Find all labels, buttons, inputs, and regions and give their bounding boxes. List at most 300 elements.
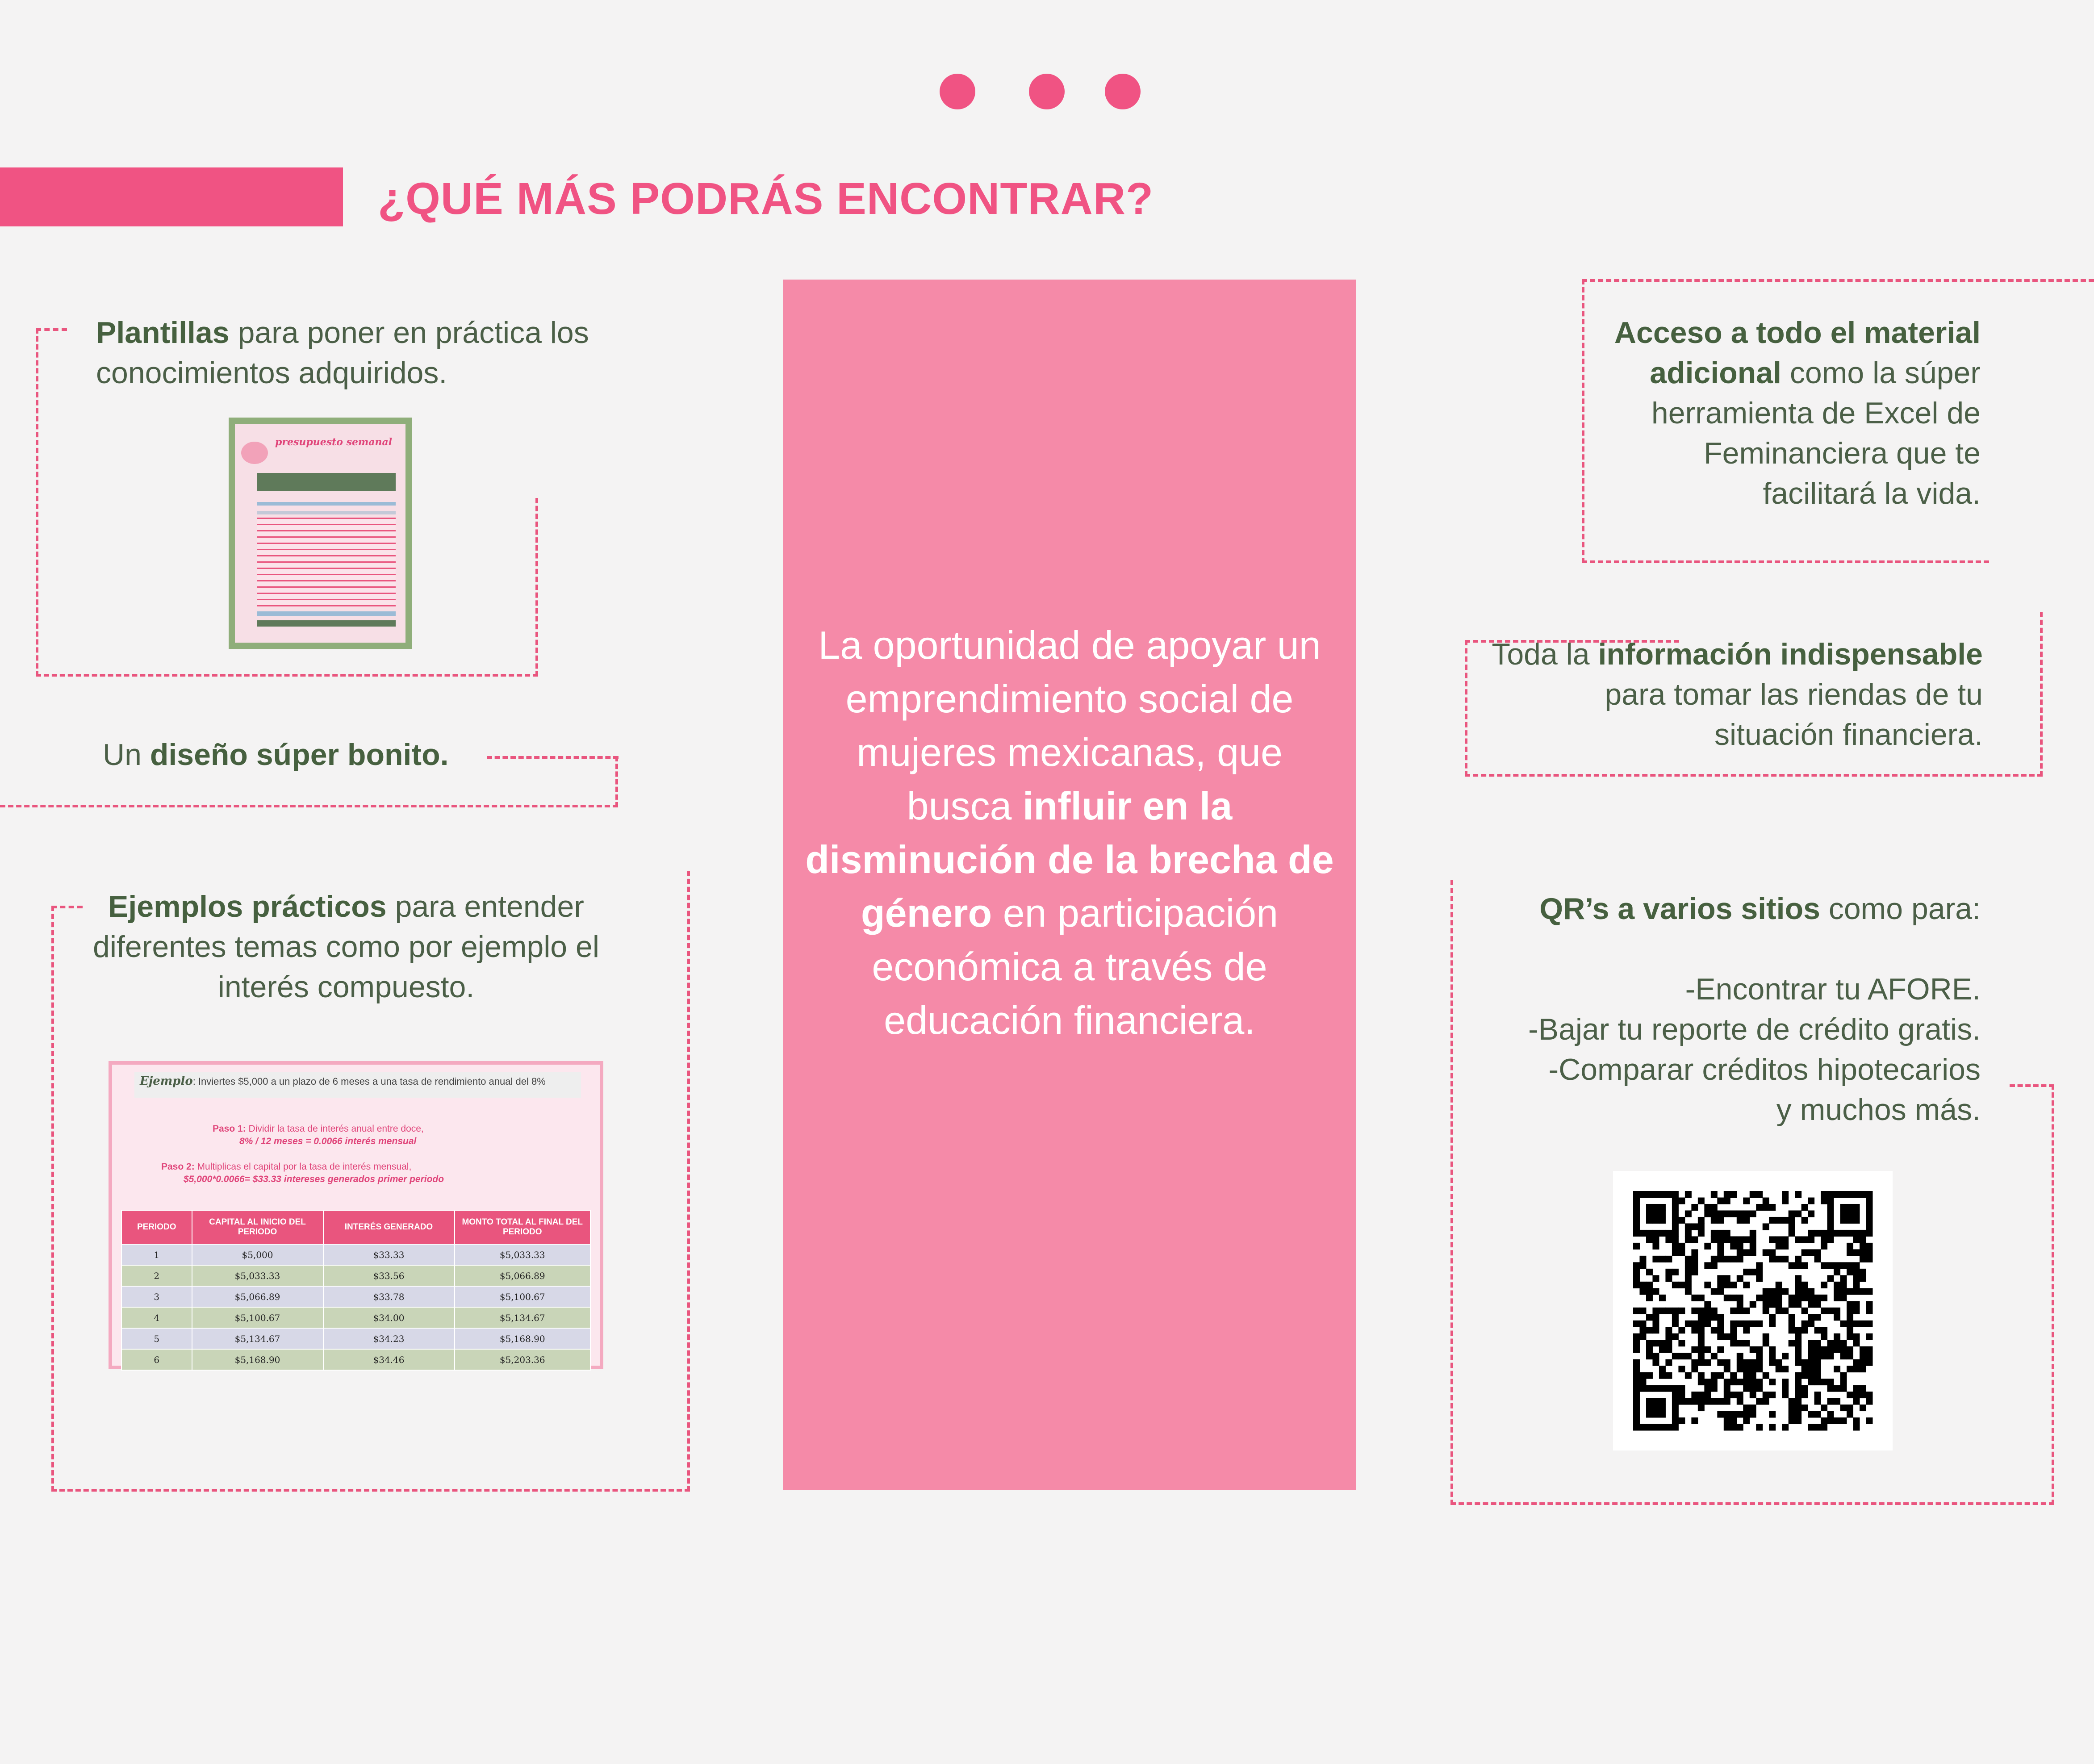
qr-module <box>1801 1327 1808 1333</box>
qrs-item-hipotecarios: -Comparar créditos hipotecarios <box>1548 1053 1981 1087</box>
qr-module <box>1776 1217 1782 1224</box>
table-cell: 6 <box>121 1349 192 1370</box>
qr-module <box>1711 1372 1718 1379</box>
qr-module <box>1769 1295 1776 1301</box>
qr-module <box>1782 1424 1789 1431</box>
qr-module <box>1847 1204 1853 1211</box>
qr-module <box>1743 1269 1750 1275</box>
qr-module <box>1847 1392 1853 1398</box>
qr-module <box>1808 1340 1814 1346</box>
qr-module <box>1698 1223 1705 1230</box>
qr-module <box>1795 1333 1801 1340</box>
qr-module <box>1698 1333 1705 1340</box>
qr-module <box>1866 1288 1873 1295</box>
qr-module <box>1659 1372 1666 1379</box>
qr-frame-bottom <box>1450 1502 2054 1505</box>
qr-module <box>1750 1385 1756 1392</box>
qr-module <box>1704 1392 1711 1398</box>
qr-module <box>1834 1314 1840 1321</box>
qr-module <box>1633 1275 1640 1282</box>
decor-dot-1 <box>940 74 975 109</box>
qr-module <box>1704 1314 1711 1321</box>
info-frame-bottom <box>1465 774 2043 777</box>
qr-module <box>1672 1321 1679 1327</box>
qr-module <box>1717 1282 1724 1288</box>
qr-module <box>1665 1275 1672 1282</box>
qr-module <box>1665 1256 1672 1262</box>
qr-module <box>1717 1249 1724 1256</box>
qr-module <box>1795 1411 1801 1418</box>
qr-module <box>1691 1204 1698 1211</box>
qr-module <box>1853 1385 1860 1392</box>
qr-module <box>1866 1249 1873 1256</box>
qr-module <box>1646 1398 1653 1405</box>
qr-module <box>1743 1366 1750 1372</box>
table-cell: $34.46 <box>323 1349 455 1370</box>
plantillas-text <box>96 313 610 393</box>
qr-module <box>1866 1243 1873 1250</box>
qr-module <box>1808 1372 1814 1379</box>
qr-module <box>1691 1223 1698 1230</box>
qr-module <box>1814 1340 1821 1346</box>
qr-module <box>1840 1417 1847 1424</box>
qr-module <box>1827 1230 1834 1237</box>
qr-module <box>1672 1398 1679 1405</box>
qr-module <box>1691 1269 1698 1275</box>
qr-module <box>1737 1411 1743 1418</box>
qr-module <box>1678 1398 1685 1405</box>
qr-module <box>1853 1282 1860 1288</box>
qr-module <box>1847 1191 1853 1198</box>
qr-module <box>1652 1275 1659 1282</box>
qr-module <box>1776 1295 1782 1301</box>
qr-module <box>1704 1204 1711 1211</box>
qr-module <box>1724 1417 1730 1424</box>
qr-module <box>1633 1243 1640 1250</box>
thumb-row <box>257 611 396 616</box>
qr-module <box>1853 1262 1860 1269</box>
qr-module <box>1724 1275 1730 1282</box>
qr-module <box>1814 1366 1821 1372</box>
page-title: ¿QUÉ MÁS PODRÁS ENCONTRAR? <box>378 174 1154 224</box>
qr-module <box>1678 1392 1685 1398</box>
qr-module <box>1860 1346 1866 1353</box>
qr-module <box>1646 1340 1653 1346</box>
qr-module <box>1639 1327 1646 1333</box>
qr-module <box>1672 1210 1679 1217</box>
qr-module <box>1724 1295 1730 1301</box>
qr-module <box>1840 1379 1847 1385</box>
qr-module <box>1639 1424 1646 1431</box>
example-step-1 <box>213 1123 525 1148</box>
qr-module <box>1665 1372 1672 1379</box>
qr-module <box>1860 1359 1866 1366</box>
qr-module <box>1795 1295 1801 1301</box>
qr-module <box>1801 1372 1808 1379</box>
qr-module <box>1821 1243 1827 1250</box>
qr-module <box>1795 1392 1801 1398</box>
qr-module <box>1711 1398 1718 1405</box>
qr-module <box>1711 1262 1718 1269</box>
table-cell: $33.56 <box>323 1265 455 1286</box>
qr-module <box>1756 1379 1763 1385</box>
qr-module <box>1672 1191 1679 1198</box>
qr-module <box>1866 1301 1873 1308</box>
decor-dot-2 <box>1029 74 1065 109</box>
qr-module <box>1730 1191 1737 1198</box>
qr-module <box>1769 1359 1776 1366</box>
qr-module <box>1853 1308 1860 1314</box>
qr-module <box>1801 1262 1808 1269</box>
qr-module <box>1776 1288 1782 1295</box>
qr-module <box>1795 1353 1801 1359</box>
qr-module <box>1821 1230 1827 1237</box>
qr-module <box>1814 1379 1821 1385</box>
qr-module <box>1763 1204 1769 1211</box>
qr-module <box>1646 1269 1653 1275</box>
qr-module <box>1633 1308 1640 1314</box>
qr-module <box>1814 1295 1821 1301</box>
qr-module <box>1866 1321 1873 1327</box>
qr-module <box>1717 1346 1724 1353</box>
qr-module <box>1866 1353 1873 1359</box>
qr-module <box>1795 1210 1801 1217</box>
qr-module <box>1665 1308 1672 1314</box>
qr-module <box>1853 1321 1860 1327</box>
qr-module <box>1795 1262 1801 1269</box>
qr-module <box>1866 1230 1873 1237</box>
qr-module <box>1795 1340 1801 1346</box>
qr-module <box>1698 1353 1705 1359</box>
qr-module <box>1737 1379 1743 1385</box>
qr-module <box>1717 1236 1724 1243</box>
qr-module <box>1633 1230 1640 1237</box>
qr-module <box>1652 1353 1659 1359</box>
qr-module <box>1782 1385 1789 1392</box>
qr-module <box>1665 1385 1672 1392</box>
qr-module <box>1847 1217 1853 1224</box>
qr-module <box>1789 1314 1795 1321</box>
qr-module <box>1821 1417 1827 1424</box>
qr-module <box>1672 1392 1679 1398</box>
table-cell: $5,000 <box>192 1244 323 1265</box>
qr-module <box>1633 1398 1640 1405</box>
qr-module <box>1672 1236 1679 1243</box>
qr-module <box>1776 1236 1782 1243</box>
acceso-bold: Acceso a todo el material adicional <box>1614 316 1981 390</box>
qr-module <box>1834 1269 1840 1275</box>
qr-module <box>1840 1288 1847 1295</box>
qr-module <box>1866 1210 1873 1217</box>
qr-module <box>1834 1346 1840 1353</box>
table-cell: $5,168.90 <box>192 1349 323 1370</box>
qr-module <box>1769 1217 1776 1224</box>
qr-module <box>1743 1197 1750 1204</box>
title-accent-bar <box>0 167 343 226</box>
acceso-text <box>1603 313 1981 514</box>
qr-module <box>1691 1417 1698 1424</box>
qr-module <box>1646 1411 1653 1418</box>
qr-module <box>1639 1262 1646 1269</box>
qr-module <box>1698 1308 1705 1314</box>
qr-module <box>1821 1333 1827 1340</box>
qr-module <box>1801 1249 1808 1256</box>
qr-module <box>1652 1210 1659 1217</box>
diseno-text <box>103 735 505 775</box>
qr-module <box>1639 1379 1646 1385</box>
qr-module <box>1633 1424 1640 1431</box>
qr-module <box>1801 1308 1808 1314</box>
qr-module <box>1672 1223 1679 1230</box>
qr-code[interactable] <box>1613 1171 1893 1450</box>
compound-interest-table <box>121 1210 591 1371</box>
qr-module <box>1769 1379 1776 1385</box>
qr-module <box>1737 1217 1743 1224</box>
qr-module <box>1769 1288 1776 1295</box>
table-cell: $5,134.67 <box>455 1307 591 1328</box>
qr-module <box>1840 1217 1847 1224</box>
qr-module <box>1672 1230 1679 1237</box>
qr-module <box>1646 1191 1653 1198</box>
qr-module <box>1646 1346 1653 1353</box>
qr-module <box>1756 1295 1763 1301</box>
qr-module <box>1827 1353 1834 1359</box>
qr-module <box>1724 1230 1730 1237</box>
qr-module <box>1808 1288 1814 1295</box>
qr-module <box>1847 1210 1853 1217</box>
qr-module <box>1866 1392 1873 1398</box>
qr-module <box>1840 1385 1847 1392</box>
qr-module <box>1821 1282 1827 1288</box>
qr-module <box>1633 1405 1640 1411</box>
qr-module <box>1724 1197 1730 1204</box>
qr-module <box>1814 1230 1821 1237</box>
qr-module <box>1698 1405 1705 1411</box>
qr-module <box>1685 1282 1692 1288</box>
qr-module <box>1840 1340 1847 1346</box>
qr-module <box>1821 1353 1827 1359</box>
qr-module <box>1633 1210 1640 1217</box>
center-text-bold: influir en la disminución de la brecha de género <box>805 784 1334 935</box>
qr-module <box>1652 1191 1659 1198</box>
qr-module <box>1795 1256 1801 1262</box>
qr-module <box>1704 1210 1711 1217</box>
qr-module <box>1808 1424 1814 1431</box>
example-step-2 <box>161 1161 563 1186</box>
qr-module <box>1743 1210 1750 1217</box>
qr-module <box>1860 1269 1866 1275</box>
qr-module <box>1795 1405 1801 1411</box>
qr-module <box>1866 1417 1873 1424</box>
qr-module <box>1717 1314 1724 1321</box>
qr-module <box>1743 1359 1750 1366</box>
qr-module <box>1678 1217 1685 1224</box>
diseno-line-top <box>487 756 619 759</box>
qr-module <box>1769 1204 1776 1211</box>
thumb-row <box>257 511 396 514</box>
qr-module <box>1639 1191 1646 1198</box>
qr-module <box>1717 1327 1724 1333</box>
qr-module <box>1840 1204 1847 1211</box>
qr-module <box>1795 1346 1801 1353</box>
qr-module <box>1685 1191 1692 1198</box>
qr-module <box>1724 1282 1730 1288</box>
qr-module <box>1827 1204 1834 1211</box>
qr-module <box>1672 1308 1679 1314</box>
qr-module <box>1743 1340 1750 1346</box>
qr-module <box>1633 1269 1640 1275</box>
step1-text: Dividir la tasa de interés anual entre doce, <box>246 1124 424 1134</box>
qr-module <box>1672 1405 1679 1411</box>
qr-module <box>1730 1411 1737 1418</box>
qr-module <box>1691 1392 1698 1398</box>
qr-module <box>1789 1301 1795 1308</box>
qr-module <box>1724 1333 1730 1340</box>
qr-module <box>1801 1217 1808 1224</box>
qr-module <box>1737 1359 1743 1366</box>
qr-module <box>1737 1398 1743 1405</box>
qr-module <box>1639 1333 1646 1340</box>
qr-module <box>1827 1385 1834 1392</box>
qr-module <box>1795 1301 1801 1308</box>
qr-module <box>1776 1282 1782 1288</box>
qr-module <box>1717 1275 1724 1282</box>
qr-module <box>1659 1204 1666 1211</box>
qr-module <box>1665 1269 1672 1275</box>
qr-module <box>1769 1236 1776 1243</box>
qr-module <box>1665 1424 1672 1431</box>
qr-module <box>1789 1262 1795 1269</box>
qr-module <box>1652 1314 1659 1321</box>
qr-module <box>1737 1353 1743 1359</box>
qr-module <box>1633 1262 1640 1269</box>
thumb-row <box>257 473 396 491</box>
qr-module <box>1801 1405 1808 1411</box>
qr-module <box>1737 1249 1743 1256</box>
center-text-post: en participación económica a través de educación financiera. <box>872 891 1279 1042</box>
qr-module <box>1633 1321 1640 1327</box>
qr-module <box>1795 1359 1801 1366</box>
qr-module <box>1724 1256 1730 1262</box>
qr-module <box>1672 1217 1679 1224</box>
qr-module <box>1847 1405 1853 1411</box>
ejemplos-bold: Ejemplos prácticos <box>108 890 387 924</box>
qrs-bold: QR’s a varios sitios <box>1539 892 1820 926</box>
qr-module <box>1782 1217 1789 1224</box>
qr-module <box>1840 1405 1847 1411</box>
qr-module <box>1633 1340 1640 1346</box>
qr-module <box>1801 1366 1808 1372</box>
qr-module <box>1691 1249 1698 1256</box>
qr-module <box>1743 1282 1750 1288</box>
qr-module <box>1639 1385 1646 1392</box>
qr-module <box>1847 1262 1853 1269</box>
qr-module <box>1853 1210 1860 1217</box>
qr-module <box>1789 1405 1795 1411</box>
qr-module <box>1827 1275 1834 1282</box>
qr-module <box>1853 1366 1860 1372</box>
qr-module <box>1672 1269 1679 1275</box>
qr-module <box>1840 1230 1847 1237</box>
qr-module <box>1730 1340 1737 1346</box>
qr-module <box>1652 1230 1659 1237</box>
interest-example-card <box>109 1061 603 1369</box>
qr-frame-topstub <box>2010 1084 2054 1087</box>
qr-module <box>1847 1366 1853 1372</box>
qr-module <box>1724 1210 1730 1217</box>
qr-module <box>1652 1256 1659 1262</box>
qr-module <box>1704 1243 1711 1250</box>
qr-module <box>1743 1321 1750 1327</box>
qr-module <box>1834 1308 1840 1314</box>
qr-module <box>1743 1217 1750 1224</box>
qr-module <box>1672 1249 1679 1256</box>
qr-module <box>1821 1405 1827 1411</box>
qr-module <box>1685 1353 1692 1359</box>
qr-module <box>1847 1321 1853 1327</box>
qr-module <box>1672 1197 1679 1204</box>
qr-module <box>1724 1398 1730 1405</box>
qr-module <box>1801 1392 1808 1398</box>
qr-frame-left <box>1450 880 1453 1505</box>
qr-module <box>1814 1411 1821 1418</box>
qr-module <box>1652 1236 1659 1243</box>
qr-module <box>1814 1424 1821 1431</box>
qr-module <box>1860 1249 1866 1256</box>
qr-module <box>1691 1398 1698 1405</box>
qr-module <box>1633 1217 1640 1224</box>
qr-module <box>1717 1197 1724 1204</box>
qr-module <box>1724 1411 1730 1418</box>
qr-module <box>1814 1327 1821 1333</box>
qr-module <box>1769 1321 1776 1327</box>
qr-module <box>1776 1308 1782 1314</box>
qr-module <box>1704 1359 1711 1366</box>
qr-module <box>1646 1295 1653 1301</box>
qr-module <box>1685 1275 1692 1282</box>
qr-module <box>1763 1340 1769 1346</box>
qr-module <box>1782 1379 1789 1385</box>
qr-module <box>1737 1424 1743 1431</box>
qr-module <box>1814 1301 1821 1308</box>
qr-module <box>1782 1236 1789 1243</box>
qr-module <box>1704 1385 1711 1392</box>
qr-module <box>1795 1385 1801 1392</box>
qr-module <box>1659 1210 1666 1217</box>
qr-module <box>1853 1301 1860 1308</box>
thumb-row <box>257 502 396 506</box>
table-cell: $33.33 <box>323 1244 455 1265</box>
acceso-rest: como la súper herramienta de Excel de Feminanciera que te facilitará la vida. <box>1651 356 1981 510</box>
qr-module <box>1659 1411 1666 1418</box>
qr-module <box>1685 1372 1692 1379</box>
qr-module <box>1756 1204 1763 1211</box>
qr-module <box>1840 1262 1847 1269</box>
qr-module <box>1717 1243 1724 1250</box>
qr-module <box>1639 1288 1646 1295</box>
qr-module <box>1853 1417 1860 1424</box>
qr-module <box>1633 1197 1640 1204</box>
qr-module <box>1821 1236 1827 1243</box>
qr-module <box>1847 1346 1853 1353</box>
table-cell: 4 <box>121 1307 192 1328</box>
qr-module <box>1698 1295 1705 1301</box>
qr-module <box>1795 1398 1801 1405</box>
qr-module <box>1633 1359 1640 1366</box>
qr-module <box>1860 1288 1866 1295</box>
qr-module <box>1840 1321 1847 1327</box>
qr-module <box>1827 1191 1834 1198</box>
